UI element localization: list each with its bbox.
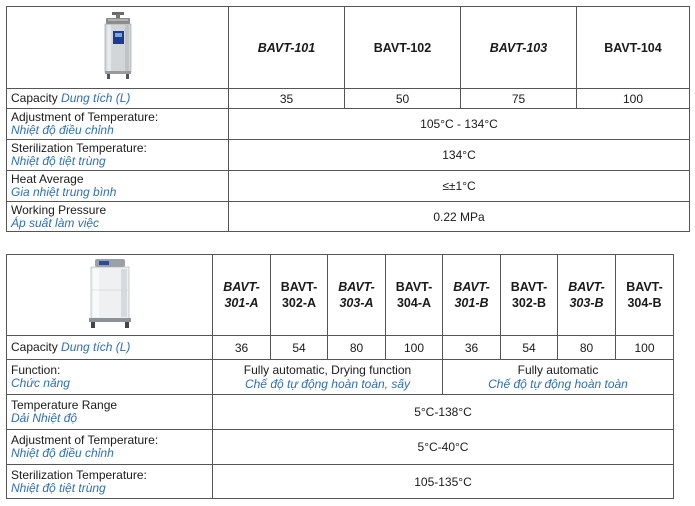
capacity-value: 75 (461, 89, 577, 109)
model-header-bavt-304-a: BAVT- 304-A (386, 255, 443, 336)
temperature-range-label-vi: Dải Nhiệt độ (11, 411, 78, 425)
capacity-value: 80 (558, 336, 616, 360)
capacity-value: 54 (271, 336, 328, 360)
autoclave-cabinet-image (85, 258, 135, 330)
working-pressure-label-en: Working Pressure (11, 202, 107, 217)
heat-average-label (7, 171, 229, 202)
capacity-label-en: Capacity (11, 91, 58, 105)
model-header-bavt-104: BAVT-104 (577, 7, 690, 89)
product-image-cell (7, 255, 213, 336)
capacity-value: 54 (501, 336, 558, 360)
adjustment-label (7, 430, 213, 465)
sterilization-label-vi: Nhiệt độ tiệt trùng (11, 154, 106, 168)
sterilization-label (7, 140, 229, 171)
sterilization-label (7, 465, 213, 499)
sterilization-value: 134°C (229, 140, 690, 171)
model-header-bavt-303-a: BAVT- 303-A (328, 255, 386, 336)
capacity-label-en: Capacity (11, 340, 58, 354)
adjustment-label-en: Adjustment of Temperature: (11, 433, 159, 447)
sterilization-label-vi: Nhiệt độ tiệt trùng (11, 480, 106, 495)
model-header-bavt-304-b: BAVT- 304-B (616, 255, 674, 336)
sterilization-value: 105-135°C (213, 465, 674, 499)
function-value-a-series: Fully automatic, Drying function Chế độ tự động hoàn toàn, sấy (213, 360, 443, 395)
function-label (7, 360, 213, 395)
model-header-bavt-303-b: BAVT- 303-B (558, 255, 616, 336)
working-pressure-label (7, 202, 229, 232)
capacity-value: 50 (345, 89, 461, 109)
capacity-label (7, 89, 229, 109)
adjustment-label (7, 109, 229, 140)
capacity-label-vi: Dung tích (L) (61, 91, 131, 105)
model-header-bavt-302-a: BAVT- 302-A (271, 255, 328, 336)
sterilization-label-en: Sterilization Temperature: (11, 141, 147, 155)
model-header-bavt-301-a: BAVT- 301-A (213, 255, 271, 336)
heat-average-label-en: Heat Average (11, 172, 84, 186)
function-label-vi: Chức năng (11, 376, 70, 390)
temperature-range-value: 5°C-138°C (213, 395, 674, 430)
adjustment-value: 105°C - 134°C (229, 109, 690, 140)
model-header-bavt-101: BAVT-101 (229, 7, 345, 89)
temperature-range-label (7, 395, 213, 430)
model-header-bavt-301-b: BAVT- 301-B (443, 255, 501, 336)
spec-table-bavt-100-series (6, 6, 690, 232)
capacity-label-vi: Dung tích (L) (61, 340, 131, 354)
sterilization-label-en: Sterilization Temperature: (11, 467, 147, 482)
product-image-cell (7, 7, 229, 89)
capacity-value: 80 (328, 336, 386, 360)
function-label-en: Function: (11, 363, 61, 377)
heat-average-value: ≤±1°C (229, 171, 690, 202)
capacity-value: 35 (229, 89, 345, 109)
function-value-b-series: Fully automatic Chế độ tự động hoàn toàn (443, 360, 674, 395)
adjustment-label-vi: Nhiệt độ điều chỉnh (11, 446, 114, 460)
model-header-bavt-103: BAVT-103 (461, 7, 577, 89)
capacity-value: 100 (386, 336, 443, 360)
capacity-value: 100 (577, 89, 690, 109)
capacity-label (7, 336, 213, 360)
model-header-bavt-302-b: BAVT- 302-B (501, 255, 558, 336)
spec-table-bavt-300-series (6, 254, 674, 499)
adjustment-value: 5°C-40°C (213, 430, 674, 465)
heat-average-label-vi: Gia nhiệt trung bình (11, 185, 117, 199)
capacity-value: 36 (443, 336, 501, 360)
working-pressure-value: 0.22 MPa (229, 202, 690, 232)
adjustment-label-en: Adjustment of Temperature: (11, 110, 159, 124)
model-header-bavt-102: BAVT-102 (345, 7, 461, 89)
capacity-value: 100 (616, 336, 674, 360)
capacity-value: 36 (213, 336, 271, 360)
autoclave-vertical-image (98, 11, 138, 81)
working-pressure-label-vi: Áp suất làm việc (11, 215, 100, 230)
temperature-range-label-en: Temperature Range (11, 398, 118, 412)
adjustment-label-vi: Nhiệt độ điều chỉnh (11, 123, 114, 137)
